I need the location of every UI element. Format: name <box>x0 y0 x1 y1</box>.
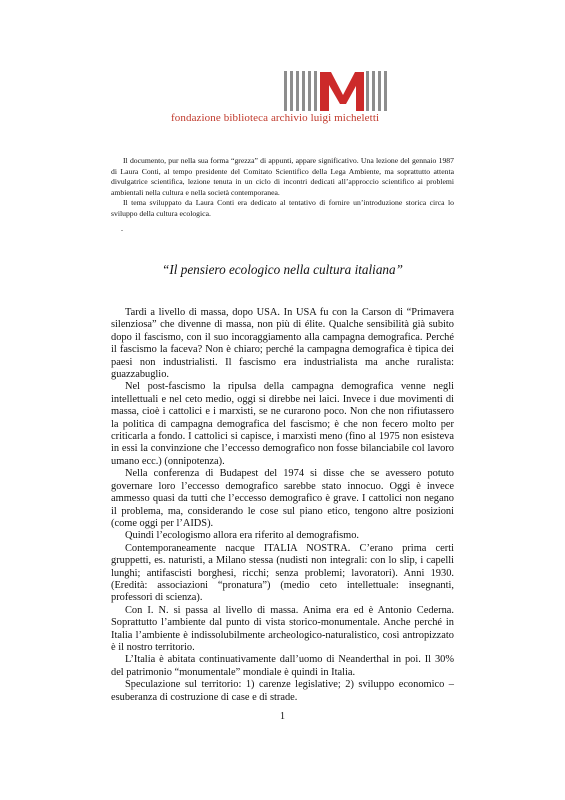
body-paragraph: Quindi l’ecologismo allora era riferito al demografismo. <box>125 530 360 542</box>
body-paragraph: Contemporaneamente nacque ITALIA NOSTRA. C’erano prima certi gruppetti, es. naturisti, a Milano stessa (nudisti non integrali: con lo slip, i capelli lunghi; antifascisti borghesi, ricchi; senza problemi; lavoratori). Anni 1930. (Eredità: associazioni “pronatura”) (medio ceto intellettuale: insegnanti, professori di scienza). <box>111 542 454 604</box>
foundation-logo <box>284 71 390 115</box>
body-paragraph: Speculazione sul territorio: 1) carenze legislative; 2) sviluppo economico – esuberanza di costruzione di case e di strade. <box>111 679 454 703</box>
logo-m-mark <box>284 71 390 115</box>
page-number: 1 <box>280 711 285 722</box>
intro-paragraph: Il documento, pur nella sua forma “grezza” di appunti, appare significativo. Una lezione del gennaio 1987 di Laura Conti, al tempo presidente del Comitato Scientifico della Lega Ambiente, ma soprattutto attenta divulgatrice scientifica, lezione tenuta in un ciclo di incontri dedicati all’approccio scientifico ai problemi ambientali nella cultura e nella società contemporanea. <box>111 156 454 197</box>
intro-note <box>111 156 454 219</box>
body-paragraph: Con I. N. si passa al livello di massa. Anima era ed è Antonio Cederna. Soprattutto l’ambiente dal punto di vista storico-monumentale. Anche perché in Italia l’ambiente è indissolubilmente archeologico-naturalistico, così antropizzato è il nostro territorio. <box>111 604 454 653</box>
body-paragraph: Nel post-fascismo la ripulsa della campagna demografica venne negli intellettuali e nel ceto medio, oggi si direbbe nei laici. Invece i due movimenti di massa, cioè i cattolici e i marxisti, se ne curarono poco. Non che non rifiutassero la politica di campagna demografica del fascismo; è che non fecero molto per criticarla a fondo. I cattolici si capisce, i marxisti meno (fino al 1975 non esisteva in essi la convinzione che l’eccesso demografico non fosse bilanciabile col lavoro umano ecc.) (onnipotenza). <box>111 381 454 467</box>
body-text <box>111 307 454 704</box>
body-paragraph: Tardi a livello di massa, dopo USA. In USA fu con la Carson di “Primavera silenziosa” che divenne di massa, non più di élite. Qualche sensibilità già subito dopo il fascismo, con il suo incoraggiamento alla campagna demografica. Perché il fascismo la faceva? Non è chiaro; perché la campagna demografica è tipica dei paesi non industrialisti. Il fascismo era industrialista ma anche ruralista: guazzabuglio. <box>111 307 454 381</box>
document-title: “Il pensiero ecologico nella cultura italiana” <box>162 262 403 277</box>
body-paragraph: L’Italia è abitata continuativamente dall’uomo di Neanderthal in poi. Il 30% del patrimonio “monumentale” mondiale è quindi in Italia. <box>111 654 454 678</box>
body-paragraph: Nella conferenza di Budapest del 1974 si disse che se avessero potuto governare loro l’eccesso demografico sarebbe stato innocuo. Oggi è invece ammesso quasi da tutti che l’eccesso demografico è grave. I cattolici non negano il problema, ma, considerando le cose sul piano etico, tengono altre posizioni (come oggi per l’AIDS). <box>111 468 454 529</box>
intro-paragraph: Il tema sviluppato da Laura Conti era dedicato al tentativo di fornire un’introduzione storica circa lo sviluppo della cultura ecologica. <box>111 198 454 218</box>
foundation-name: fondazione biblioteca archivio luigi micheletti <box>171 112 380 124</box>
separator-dot: . <box>121 224 123 233</box>
